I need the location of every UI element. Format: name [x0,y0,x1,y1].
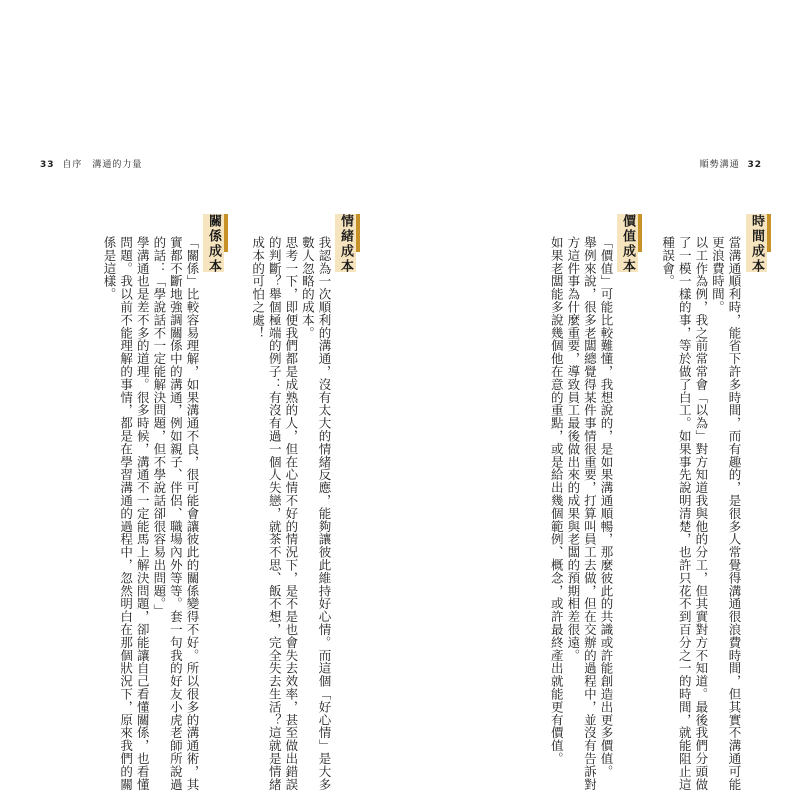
right-running-title: 順勢溝通 [699,160,740,170]
section-body-emotion-cost: 我認為一次順利的溝通，沒有太大的情緒反應，能夠讓彼此維持好心情。而這個「好心情」是大多數人忽略的成本。 思考一下，即便我們都是成熟的人，但在心情不好的情況下，是不是也會失去效率，甚至做出錯誤的判斷？舉個極端的例子：有沒有過一個人失戀，就茶不思、飯不想，完全失去生活？這就是情緒成本的可怕之處！ [250,236,332,791]
left-running-title: 自序 溝通的力量 [62,160,143,170]
section-heading-relationship-cost: 關係成本 [203,212,224,276]
right-running-head [700,157,766,170]
left-running-head [36,157,142,170]
section-body-time-cost: 當溝通順利時，能省下許多時間，而有趣的，是很多人常覺得溝通很浪費時間，但其實不溝通可能更浪費時間。 以工作為例，我之前常常會「以為」對方知道我與他的分工，但其實對方不知道。最後我們分頭做了一模一樣的事，等於做了白工。如果事先說明清楚，也許只花不到百分之一的時間，就能阻止這種誤會。 [660,236,742,791]
section-heading-time-cost: 時間成本 [746,212,767,276]
section-body-value-cost: 「價值」可能比較難懂，我想說的，是如果溝通順暢，那麼彼此的共識或許能創造出更多價值。 舉例來說，很多老闆總覺得某件事情很重要，打算叫員工去做，但在交辦的過程中，並沒有告訴對方這件事為什麼重要，導致員工最後做出來的成果與老闆的預期相差很遠。 如果老闆能多說幾個他在意的重點，或是給出幾個範例、概念，或許最終產出就能更有價值。 [549,236,614,791]
right-page-number: 32 [747,160,762,170]
section-heading-value-cost: 價值成本 [617,212,638,276]
left-page-number: 33 [40,160,55,170]
section-heading-emotion-cost: 情緒成本 [335,212,356,276]
section-body-relationship-cost: 「關係」比較容易理解，如果溝通不良，很可能會讓彼此的關係變得不好。所以很多的溝通術，其實都不斷地強調關係中的溝通，例如親子、伴侶、職場內外等等。套一句我的好友小虎老師所說過的話：「學說話不一定能解決問題，但不學說話卻很容易出問題。」 學溝通也是差不多的道理。很多時候，溝通不一定能馬上解決問題，卻能讓自己看懂關係，也看懂問題。我以前不能理解的事情，都是在學習溝通的過程中，忽然明白在那個狀況下，原來我們的關係是這樣。 [102,236,200,791]
